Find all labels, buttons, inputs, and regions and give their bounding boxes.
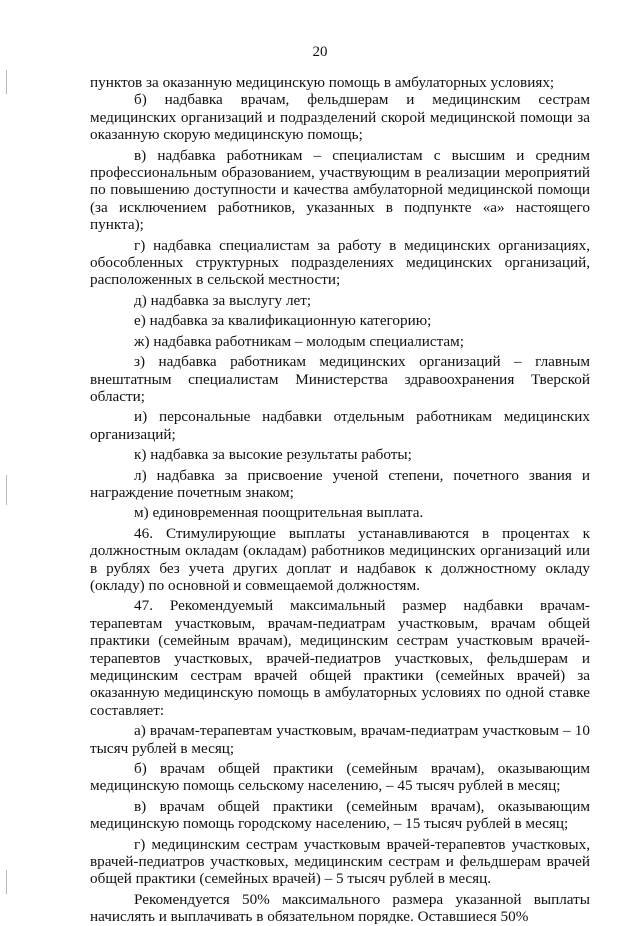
- list-item-l: л) надбавка за присвоение ученой степени, почетного звания и награждение почетным знаком;: [90, 466, 590, 501]
- list-item-i: и) персональные надбавки отдельным работникам медицинских организаций;: [90, 408, 590, 443]
- margin-scan-mark: [6, 475, 7, 505]
- clause-46: 46. Стимулирующие выплаты устанавливаются в процентах к должностным окладам (окладам) работников медицинских организаций или в рублях без учета других доплат и надбавок к должностному окладу (окладу) по основной и совмещаемой должностям.: [90, 524, 590, 594]
- clause-47: 47. Рекомендуемый максимальный размер надбавки врачам-терапевтам участковым, врачам-педиатрам участковым, врачам общей практики (семейным врачам), медицинским сестрам участковым врачей-терапевтов участковых, врачей-педиатров участковых, фельдшерам и медицинским сестрам врачей общей практики (семейных врачей) за оказанную медицинскую помощь в амбулаторных условиях по одной ставке составляет:: [90, 597, 590, 719]
- list-item-k: к) надбавка за высокие результаты работы;: [134, 446, 412, 464]
- list-item-zh: ж) надбавка работникам – молодым специалистам;: [134, 332, 464, 350]
- margin-scan-mark: [6, 70, 7, 94]
- clause-47-item-v: в) врачам общей практики (семейным врачам), оказывающим медицинскую помощь городскому населению, – 15 тысяч рублей в месяц;: [90, 797, 590, 833]
- list-item-m: м) единовременная поощрительная выплата.: [134, 504, 424, 522]
- paragraph-recommendation: Рекомендуется 50% максимального размера указанной выплаты начислять и выплачивать в обязательном порядке. Оставшиеся 50%: [90, 890, 590, 926]
- list-item-g: г) надбавка специалистам за работу в медицинских организациях, обособленных структурных подразделениях медицинских организаций, расположенных в сельской местности;: [90, 236, 590, 289]
- clause-47-item-b: б) врачам общей практики (семейным врачам), оказывающим медицинскую помощь сельскому населению, – 45 тысяч рублей в месяц;: [90, 760, 590, 795]
- margin-scan-mark: [6, 870, 7, 894]
- paragraph: пунктов за оказанную медицинскую помощь в амбулаторных условиях;: [90, 74, 555, 91]
- page-number: 20: [312, 44, 328, 60]
- clause-47-item-g: г) медицинским сестрам участковым врачей-терапевтов участковых, врачей-педиатров участковых, медицинским сестрам и фельдшерам врачей общей практики (семейных врачей) – 5 тысяч рублей в месяц.: [90, 835, 590, 888]
- list-item-b: б) надбавка врачам, фельдшерам и медицинским сестрам медицинских организаций и подразделений скорой медицинской помощи за оказанную скорую медицинскую помощь;: [90, 91, 590, 144]
- list-item-z: з) надбавка работникам медицинских организаций – главным внештатным специалистам Министерства здравоохранения Тверской области;: [90, 353, 590, 405]
- list-item-v: в) надбавка работникам – специалистам с высшим и средним профессиональным образованием, участвующим в реализации мероприятий по повышению доступности и качества амбулаторной медицинской помощи (за исключением работников, указанных в подпункте «а» настоящего пункта);: [90, 146, 590, 234]
- list-item-d: д) надбавка за выслугу лет;: [134, 291, 312, 309]
- clause-47-item-a: а) врачам-терапевтам участковым, врачам-педиатрам участковым – 10 тысяч рублей в месяц;: [90, 722, 590, 757]
- list-item-e: е) надбавка за квалификационную категорию;: [134, 312, 432, 330]
- document-body: [90, 74, 590, 926]
